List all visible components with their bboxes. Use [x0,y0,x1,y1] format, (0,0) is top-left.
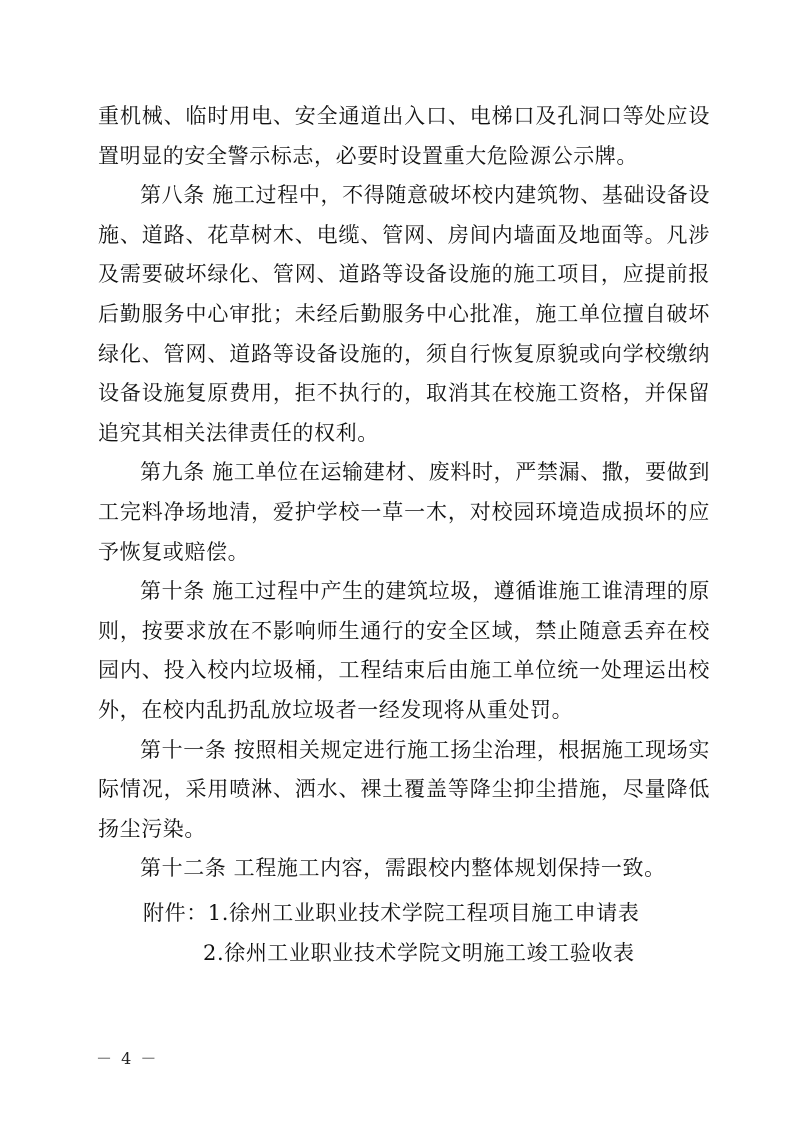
paragraph-article-11: 第十一条 按照相关规定进行施工扬尘治理，根据施工现场实际情况，采用喷淋、洒水、裸土覆盖等降尘抑尘措施，尽量降低扬尘污染。 [98,737,710,841]
attachments-section [143,893,743,973]
paragraph-article-12: 第十二条 工程施工内容，需跟校内整体规划保持一致。 [140,856,666,881]
paragraph-article-8: 第八条 施工过程中，不得随意破坏校内建筑物、基础设备设施、道路、花草树木、电缆、管网、房间内墙面及地面等。凡涉及需要破坏绿化、管网、道路等设备设施的施工项目，应提前报后勤服务中心审批；未经后勤服务中心批准，施工单位擅自破坏绿化、管网、道路等设备设施的，须自行恢复原貌或向学校缴纳设备设施复原费用，拒不执行的，取消其在校施工资格，并保留追究其相关法律责任的权利。 [98,183,710,445]
attachment-item-2: 2.徐州工业职业技术学院文明施工竣工验收表 [203,941,635,965]
page-number: － 4 － [96,1049,159,1068]
document-body [98,97,710,889]
attachment-item-1: 附件：1.徐州工业职业技术学院工程项目施工申请表 [143,901,640,925]
paragraph-article-10: 第十条 施工过程中产生的建筑垃圾，遵循谁施工谁清理的原则，按要求放在不影响师生通行的安全区域，禁止随意丢弃在校园内、投入校内垃圾桶，工程结束后由施工单位统一处理运出校外，在校内乱扔乱放垃圾者一经发现将从重处罚。 [98,579,710,722]
paragraph-article-9: 第九条 施工单位在运输建材、废料时，严禁漏、撒，要做到工完料净场地清，爱护学校一草一木，对校园环境造成损坏的应予恢复或赔偿。 [98,460,710,564]
paragraph-continuation: 重机械、临时用电、安全通道出入口、电梯口及孔洞口等处应设置明显的安全警示标志，必要时设置重大危险源公示牌。 [98,104,710,168]
